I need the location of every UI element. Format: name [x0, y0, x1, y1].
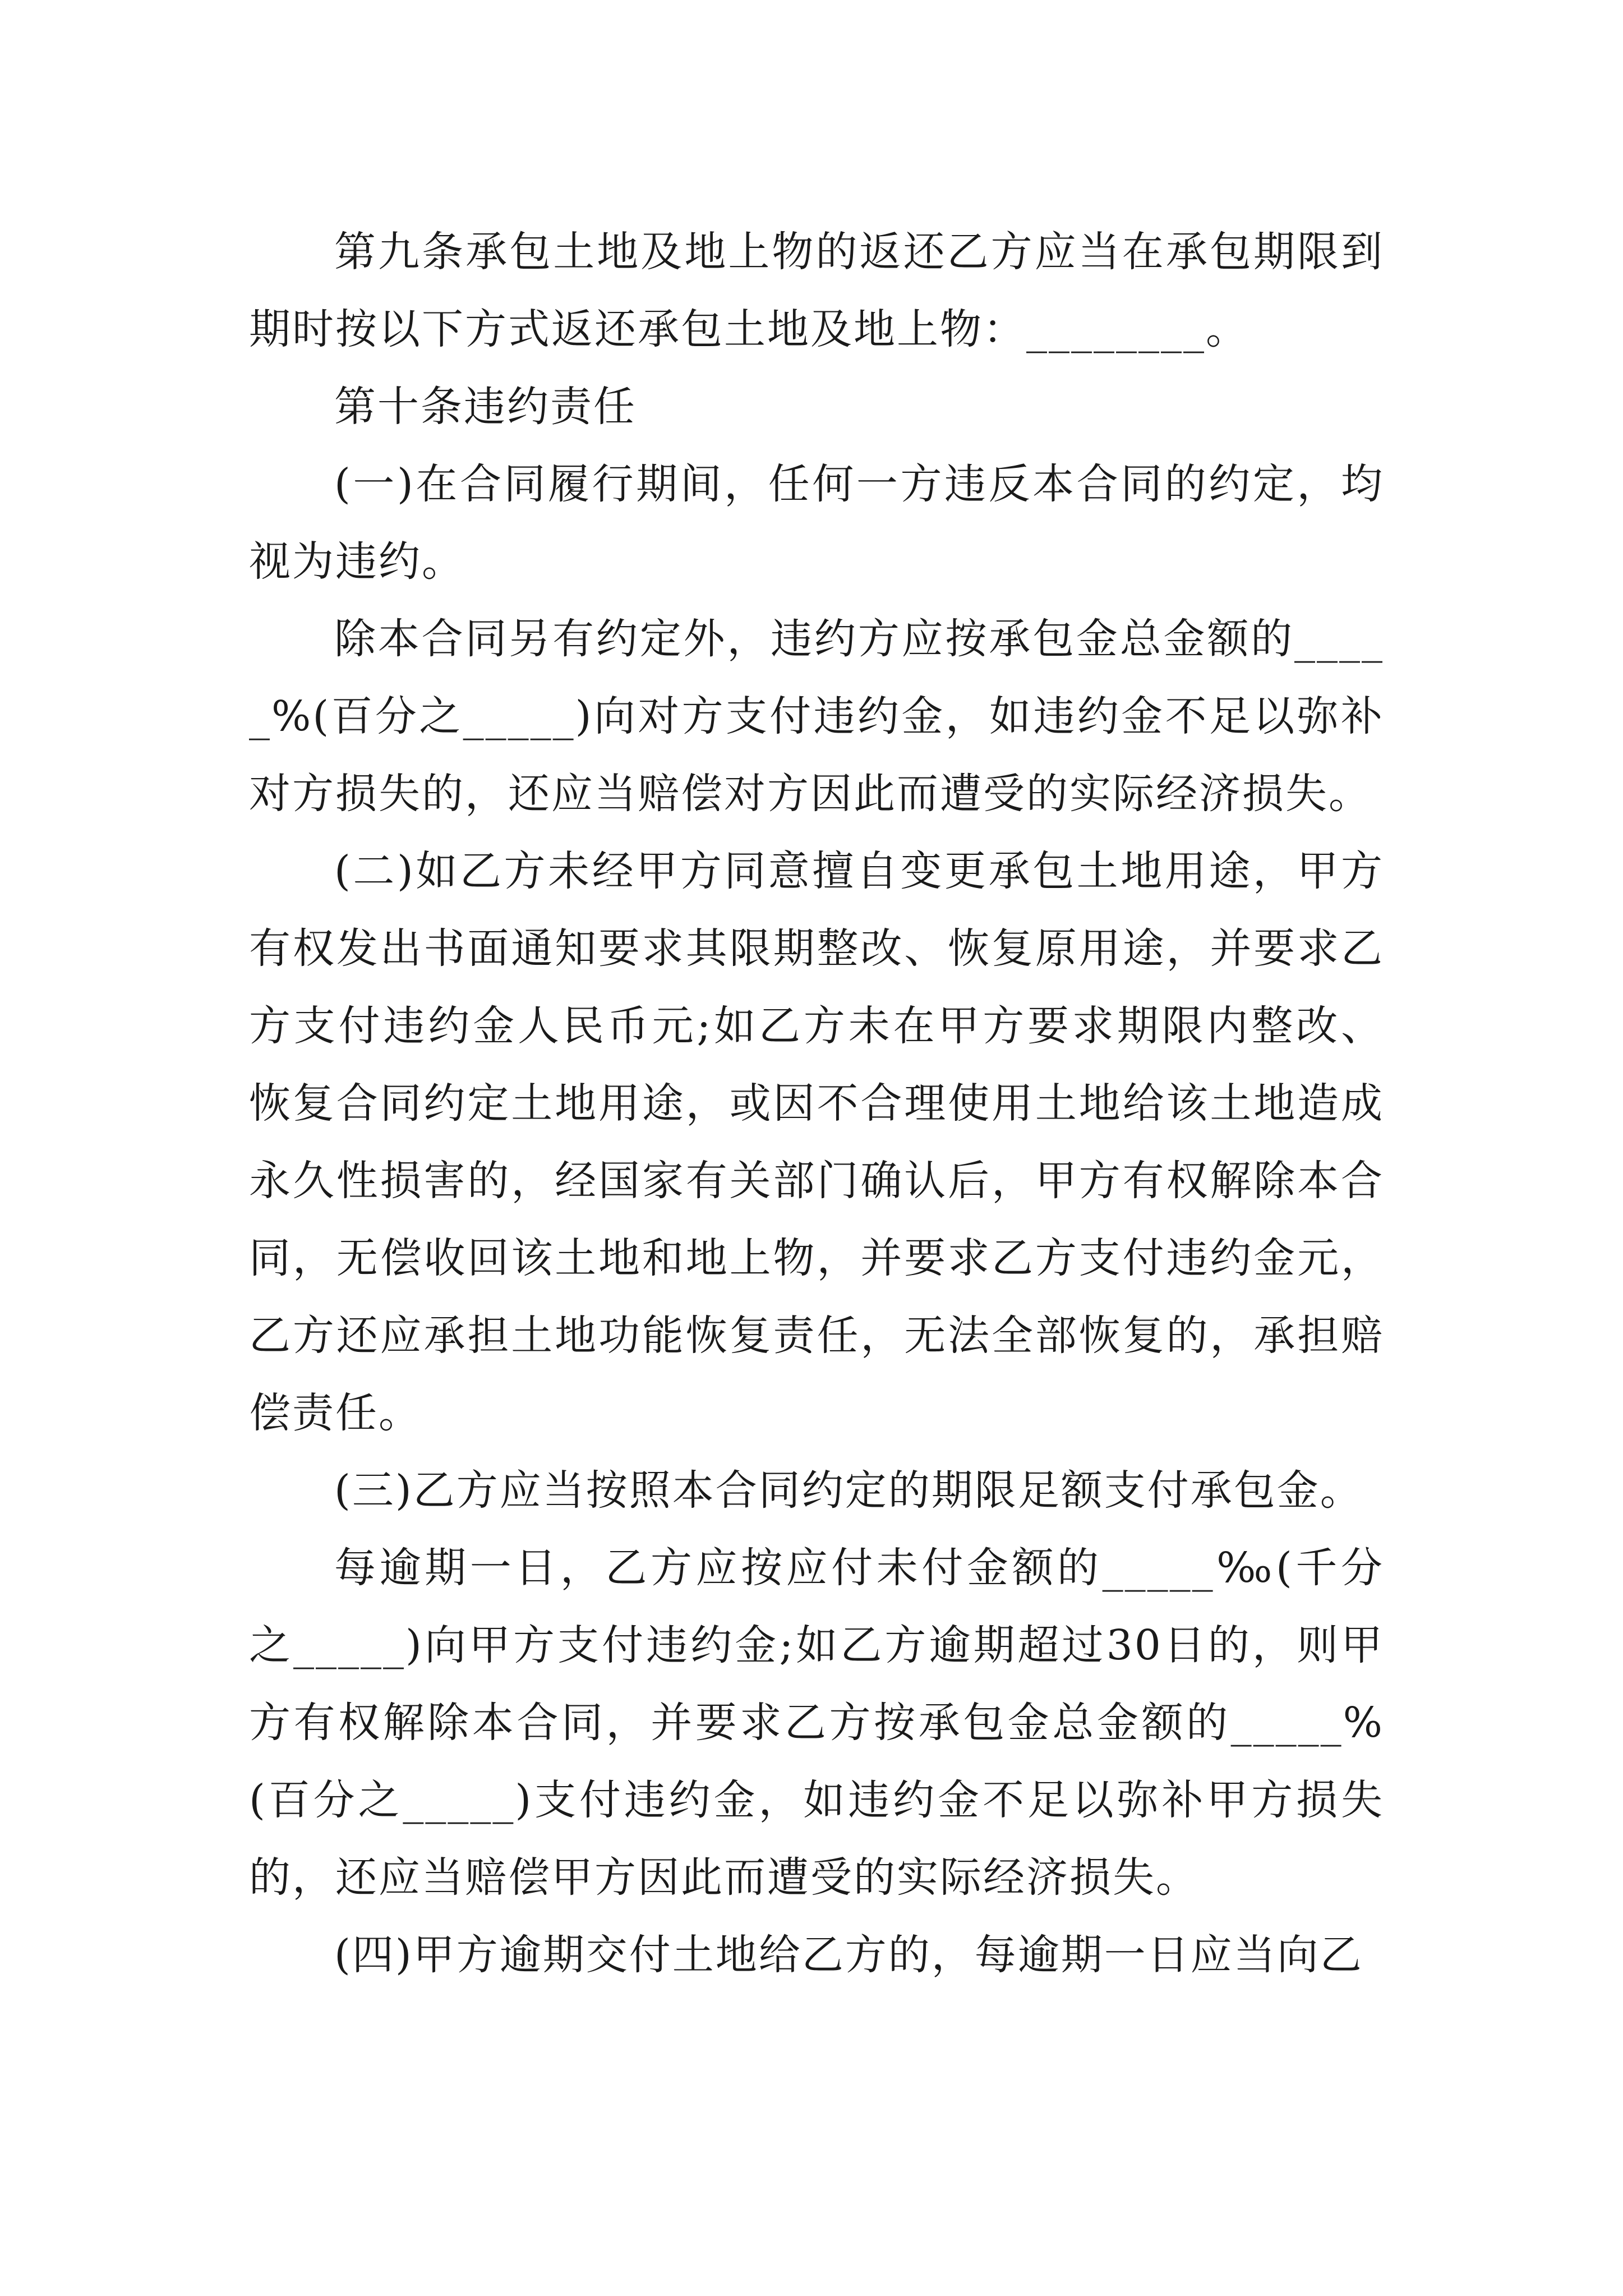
paragraph-clause-1-penalty: 除本合同另有约定外，违约方应按承包金总金额的_____%(百分之_____)向对方支付违约金，如违约金不足以弥补对方损失的，还应当赔偿对方因此而遭受的实际经济损失。 [249, 615, 1384, 818]
paragraph-clause-1: (一)在合同履行期间，任何一方违反本合同的约定，均视为违约。 [249, 460, 1384, 586]
document-body [249, 213, 1384, 1994]
paragraph-clause-2: (二)如乙方未经甲方同意擅自变更承包土地用途，甲方有权发出书面通知要求其限期整改、恢复原用途，并要求乙方支付违约金人民币元;如乙方未在甲方要求期限内整改、恢复合同约定土地用途，或因不合理使用土地给该土地造成永久性损害的，经国家有关部门确认后，甲方有权解除本合同，无偿收回该土地和地上物，并要求乙方支付违约金元，乙方还应承担土地功能恢复责任，无法全部恢复的，承担赔偿责任。 [249, 847, 1384, 1437]
paragraph-clause-4: (四)甲方逾期交付土地给乙方的，每逾期一日应当向乙 [334, 1931, 1363, 1979]
paragraph-clause-3-penalty: 每逾期一日，乙方应按应付未付金额的_____‰(千分之_____)向甲方支付违约金;如乙方逾期超过30日的，则甲方有权解除本合同，并要求乙方按承包金总金额的_____%(百分之_____)支付违约金，如违约金不足以弥补甲方损失的，还应当赔偿甲方因此而遭受的实际经济损失。 [249, 1544, 1384, 1902]
paragraph-clause-3: (三)乙方应当按照本合同约定的期限足额支付承包金。 [334, 1466, 1363, 1515]
paragraph-article-10-heading: 第十条违约责任 [334, 383, 637, 431]
paragraph-article-9: 第九条承包土地及地上物的返还乙方应当在承包期限到期时按以下方式返还承包土地及地上物：________。 [249, 228, 1384, 353]
